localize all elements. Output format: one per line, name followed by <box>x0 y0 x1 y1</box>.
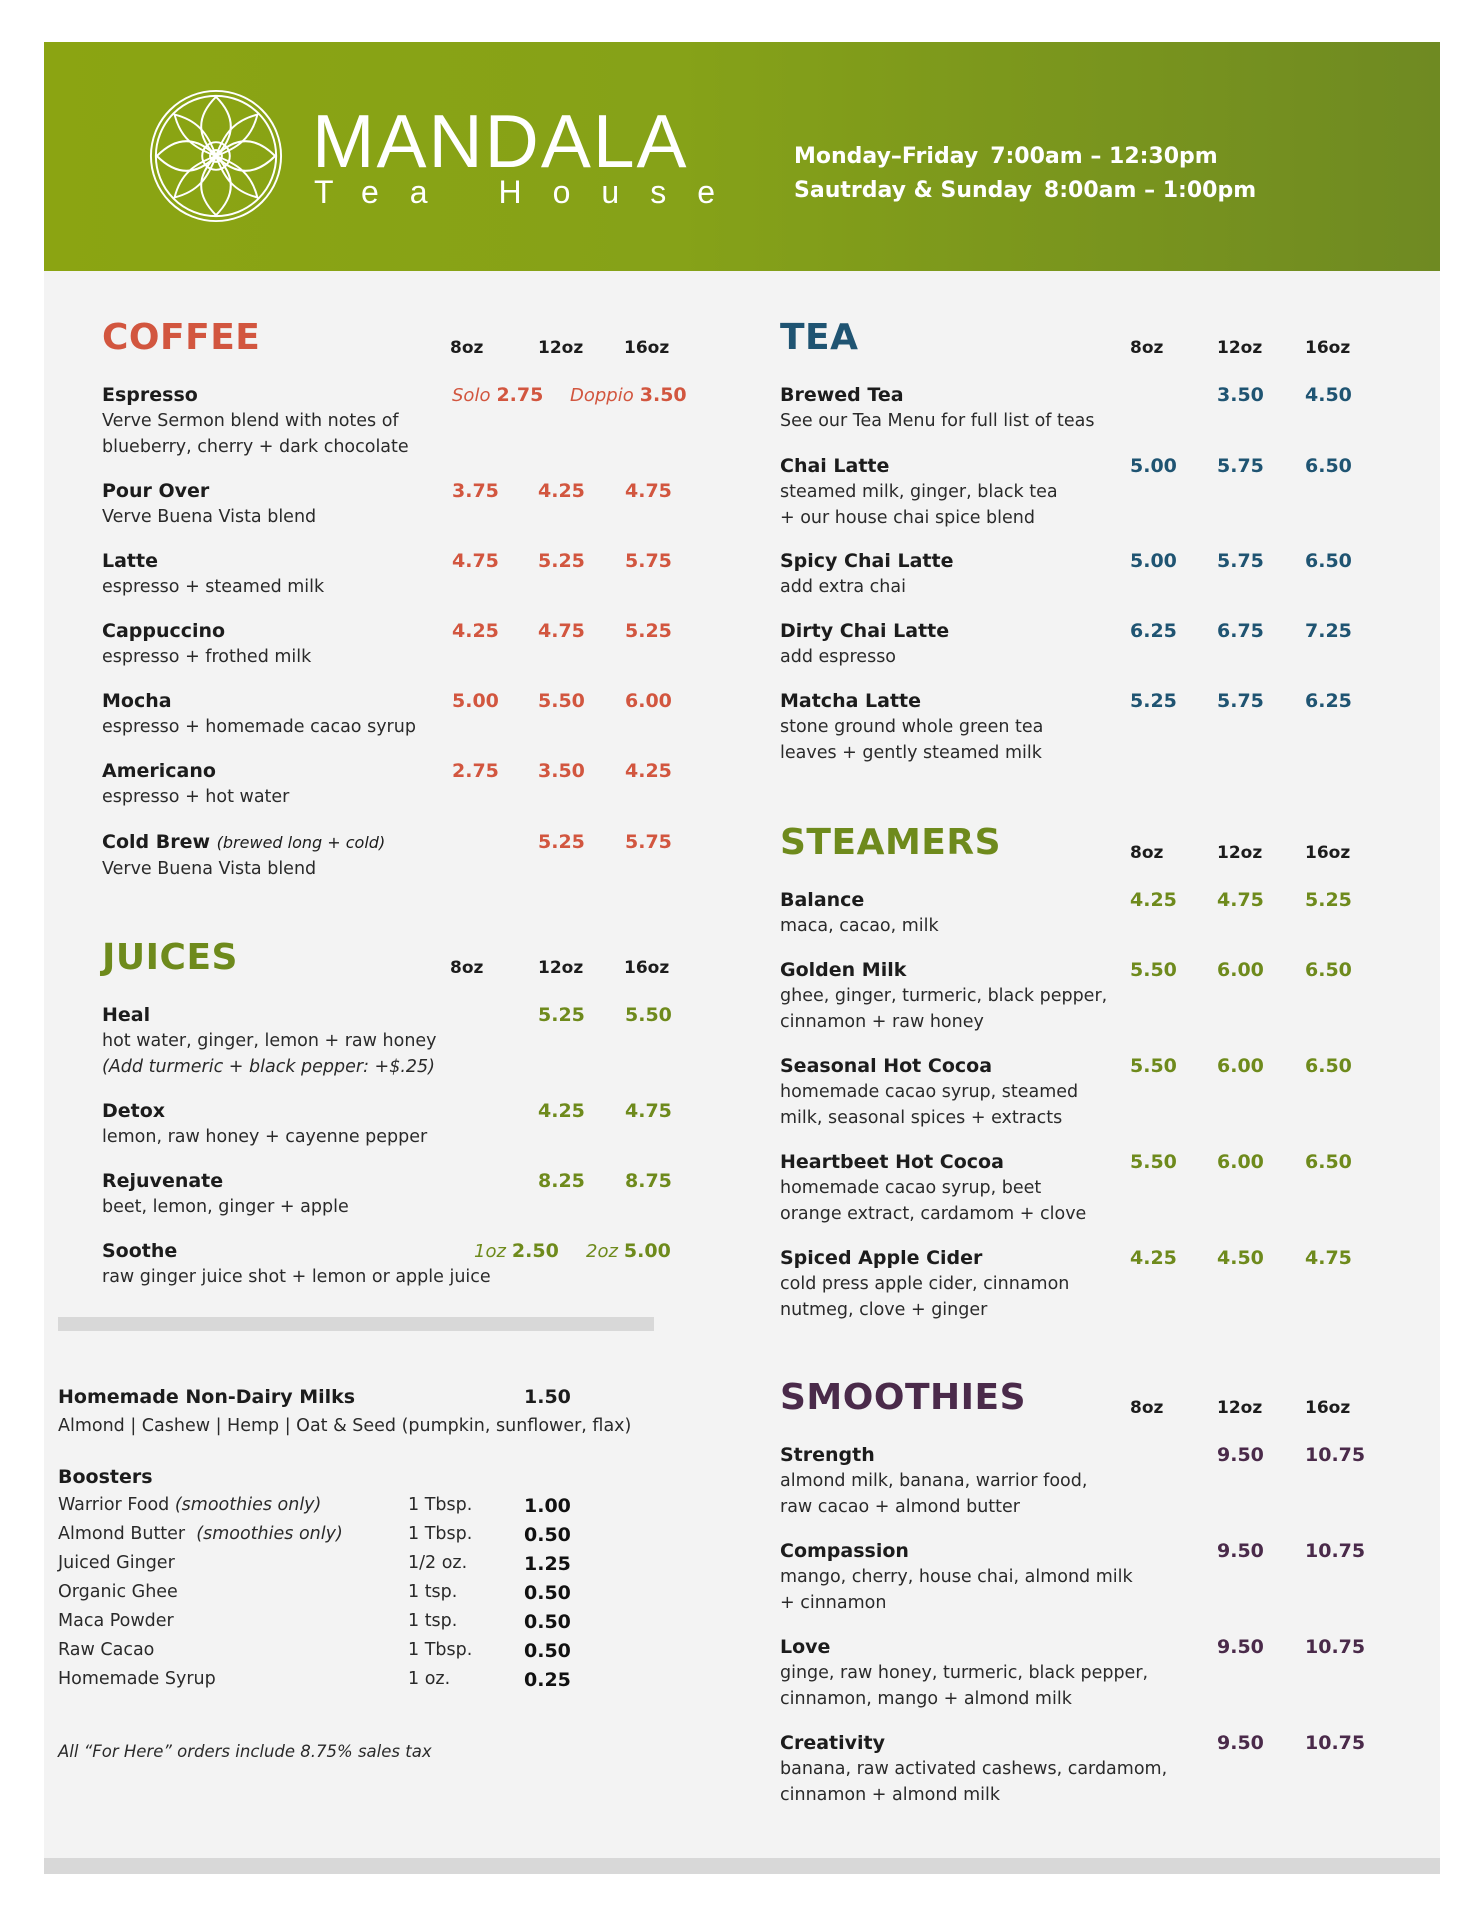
item-name: Heal <box>102 1004 151 1026</box>
menu-item <box>780 957 1380 1035</box>
booster-row <box>58 1553 678 1582</box>
menu-item <box>780 382 1380 434</box>
item-desc: raw cacao + almond butter <box>780 1497 1020 1517</box>
size-header-12oz: 12oz <box>1217 1398 1263 1418</box>
boosters-title: Boosters <box>58 1466 153 1488</box>
price-value: 2.75 <box>496 384 544 406</box>
item-name: Cappuccino <box>102 620 226 642</box>
size-header-8oz: 8oz <box>1130 338 1164 358</box>
price-label: Solo <box>452 385 491 406</box>
booster-price: 0.50 <box>524 1611 571 1633</box>
item-price-8oz: 4.25 <box>452 620 499 642</box>
item-desc: Verve Sermon blend with notes of <box>102 411 399 431</box>
item-desc: stone ground whole green tea <box>780 717 1044 737</box>
mandala-flower-icon <box>147 87 285 225</box>
item-name: Brewed Tea <box>780 384 904 406</box>
size-header-12oz: 12oz <box>538 958 584 978</box>
menu-item <box>780 688 1380 766</box>
menu-item <box>780 1538 1380 1616</box>
price-value: 3.50 <box>639 384 687 406</box>
booster-row <box>58 1611 678 1640</box>
item-desc: hot water, ginger, lemon + raw honey <box>102 1031 437 1051</box>
item-price-1oz <box>474 1238 559 1265</box>
item-price-12oz: 4.50 <box>1217 1247 1264 1269</box>
item-price-8oz: 5.25 <box>1130 690 1177 712</box>
item-price-16oz: 4.75 <box>625 480 672 502</box>
booster-price: 0.50 <box>524 1524 571 1546</box>
item-desc: + cinnamon <box>780 1593 887 1613</box>
size-header-12oz: 12oz <box>1217 338 1263 358</box>
item-desc: add espresso <box>780 647 897 667</box>
item-price-12oz: 6.00 <box>1217 1151 1264 1173</box>
hours-time: 8:00am – 1:00pm <box>1043 178 1257 203</box>
item-desc: maca, cacao, milk <box>780 916 939 936</box>
size-header-8oz: 8oz <box>1130 1398 1164 1418</box>
booster-price: 1.25 <box>524 1553 571 1575</box>
item-price-12oz: 6.75 <box>1217 620 1264 642</box>
item-price-8oz: 5.00 <box>1130 550 1177 572</box>
item-desc: orange extract, cardamom + clove <box>780 1204 1087 1224</box>
hours-days: Sautrday & Sunday <box>794 178 1032 203</box>
item-desc: ghee, ginger, turmeric, black pepper, <box>780 986 1108 1006</box>
booster-qty: 1 Tbsp. <box>408 1524 473 1544</box>
menu-item <box>780 1442 1380 1520</box>
item-name: Matcha Latte <box>780 690 922 712</box>
booster-name-text: Warrior Food <box>58 1495 170 1515</box>
menu-item <box>102 478 702 530</box>
item-price-12oz: 9.50 <box>1217 1732 1264 1754</box>
item-price-12oz: 5.25 <box>538 1004 585 1026</box>
item-price-12oz: 8.25 <box>538 1170 585 1192</box>
hours-time: 7:00am – 12:30pm <box>990 144 1218 169</box>
item-desc: mango, cherry, house chai, almond milk <box>780 1567 1133 1587</box>
item-desc: espresso + hot water <box>102 787 290 807</box>
footer-bar <box>44 1858 1440 1874</box>
item-name: Creativity <box>780 1732 885 1754</box>
booster-name: Homemade Syrup <box>58 1669 216 1689</box>
item-name: Americano <box>102 760 216 782</box>
booster-qty: 1/2 oz. <box>408 1553 468 1573</box>
item-price-2oz <box>586 1238 671 1265</box>
section-title: COFFEE <box>102 317 261 358</box>
menu-item <box>102 688 702 740</box>
booster-name <box>58 1495 321 1515</box>
menu-item <box>780 887 1380 939</box>
price-value: 5.00 <box>623 1240 671 1262</box>
item-price-12oz: 5.75 <box>1217 690 1264 712</box>
item-desc: cinnamon + almond milk <box>780 1785 1001 1805</box>
item-desc: beet, lemon, ginger + apple <box>102 1197 349 1217</box>
booster-qty: 1 oz. <box>408 1669 451 1689</box>
brand-name: MANDALA <box>312 99 689 183</box>
item-price-16oz: 4.75 <box>625 1100 672 1122</box>
size-header-16oz: 16oz <box>1305 1398 1351 1418</box>
menu-item <box>780 1634 1380 1712</box>
item-price-12oz: 3.50 <box>538 760 585 782</box>
booster-name: Organic Ghee <box>58 1582 178 1602</box>
booster-name <box>58 1524 343 1544</box>
item-addon-note: (Add turmeric + black pepper: +$.25) <box>102 1057 435 1077</box>
item-price-12oz: 6.00 <box>1217 959 1264 981</box>
size-header-16oz: 16oz <box>624 338 670 358</box>
menu-item <box>780 1053 1380 1131</box>
size-header-12oz: 12oz <box>538 338 584 358</box>
item-note: (brewed long + cold) <box>216 833 386 852</box>
item-desc: lemon, raw honey + cayenne pepper <box>102 1127 428 1147</box>
booster-qty: 1 tsp. <box>408 1582 458 1602</box>
booster-row <box>58 1640 678 1669</box>
item-name: Latte <box>102 550 158 572</box>
milks-list: Almond | Cashew | Hemp | Oat & Seed (pumpkin, sunflower, flax) <box>58 1416 632 1436</box>
section-title: STEAMERS <box>780 822 1002 863</box>
item-price-16oz: 6.25 <box>1305 690 1352 712</box>
item-price-8oz: 5.50 <box>1130 1055 1177 1077</box>
item-price-12oz: 3.50 <box>1217 384 1264 406</box>
item-desc: homemade cacao syrup, steamed <box>780 1082 1079 1102</box>
item-name-text: Cold Brew <box>102 831 211 853</box>
item-desc: Verve Buena Vista blend <box>102 507 317 527</box>
item-name: Spicy Chai Latte <box>780 550 954 572</box>
item-price-8oz: 4.25 <box>1130 889 1177 911</box>
booster-name: Raw Cacao <box>58 1640 155 1660</box>
item-name: Spiced Apple Cider <box>780 1247 983 1269</box>
item-desc: cold press apple cider, cinnamon <box>780 1274 1070 1294</box>
item-desc: espresso + homemade cacao syrup <box>102 717 416 737</box>
item-price-12oz: 4.75 <box>1217 889 1264 911</box>
item-name: Chai Latte <box>780 455 890 477</box>
item-price-16oz: 10.75 <box>1305 1636 1366 1658</box>
brand-subtitle: Tea House <box>314 174 746 210</box>
item-desc: leaves + gently steamed milk <box>780 743 1042 763</box>
booster-price: 1.00 <box>524 1495 571 1517</box>
item-price-8oz: 4.75 <box>452 550 499 572</box>
booster-name: Juiced Ginger <box>58 1553 175 1573</box>
item-price-12oz: 6.00 <box>1217 1055 1264 1077</box>
menu-item <box>780 548 1380 600</box>
item-price-16oz: 5.25 <box>1305 889 1352 911</box>
price-label: 1oz <box>474 1241 506 1262</box>
booster-note: (smoothies only) <box>196 1524 343 1544</box>
size-header-16oz: 16oz <box>1305 338 1351 358</box>
item-name: Golden Milk <box>780 959 907 981</box>
size-header-8oz: 8oz <box>450 958 484 978</box>
item-price-16oz: 4.25 <box>625 760 672 782</box>
item-price-12oz: 5.75 <box>1217 550 1264 572</box>
booster-price: 0.25 <box>524 1669 571 1691</box>
item-price-12oz: 4.25 <box>538 1100 585 1122</box>
menu-item <box>102 829 702 882</box>
item-name: Love <box>780 1636 831 1658</box>
item-desc: homemade cacao syrup, beet <box>780 1178 1042 1198</box>
item-desc: banana, raw activated cashews, cardamom, <box>780 1759 1168 1779</box>
item-price-16oz: 5.75 <box>625 550 672 572</box>
menu-item <box>102 1238 702 1290</box>
smoothies-section <box>780 1377 1400 1820</box>
item-price-16oz: 10.75 <box>1305 1444 1366 1466</box>
item-price-8oz: 5.00 <box>452 690 499 712</box>
item-price-8oz: 5.50 <box>1130 1151 1177 1173</box>
item-name: Pour Over <box>102 480 210 502</box>
size-header-8oz: 8oz <box>450 338 484 358</box>
item-price-12oz: 5.75 <box>1217 455 1264 477</box>
menu-item <box>780 618 1380 670</box>
menu-item <box>102 618 702 670</box>
item-name: Soothe <box>102 1240 178 1262</box>
price-label: 2oz <box>586 1241 618 1262</box>
item-price-16oz: 10.75 <box>1305 1732 1366 1754</box>
section-title: JUICES <box>102 937 238 978</box>
item-name: Rejuvenate <box>102 1170 224 1192</box>
size-header-16oz: 16oz <box>624 958 670 978</box>
tea-section <box>780 317 1400 780</box>
item-price-16oz: 6.50 <box>1305 1151 1352 1173</box>
menu-item <box>102 382 702 460</box>
item-desc: cinnamon, mango + almond milk <box>780 1689 1072 1709</box>
section-title: TEA <box>780 317 859 358</box>
item-price-8oz: 2.75 <box>452 760 499 782</box>
booster-row <box>58 1669 678 1698</box>
item-price-16oz: 5.50 <box>625 1004 672 1026</box>
item-price-12oz: 5.50 <box>538 690 585 712</box>
item-name: Compassion <box>780 1540 909 1562</box>
steamers-section <box>780 822 1400 1345</box>
item-price-12oz: 9.50 <box>1217 1540 1264 1562</box>
booster-note: (smoothies only) <box>174 1495 322 1515</box>
opening-hours <box>794 140 1256 208</box>
size-header-16oz: 16oz <box>1305 843 1351 863</box>
menu-item <box>102 1168 702 1220</box>
menu-item <box>780 1149 1380 1227</box>
item-name: Dirty Chai Latte <box>780 620 950 642</box>
item-desc: add extra chai <box>780 577 906 597</box>
item-desc: cinnamon + raw honey <box>780 1012 984 1032</box>
item-name: Mocha <box>102 690 172 712</box>
hours-row <box>794 140 1256 174</box>
booster-row <box>58 1524 678 1553</box>
item-price-12oz: 4.25 <box>538 480 585 502</box>
item-desc: almond milk, banana, warrior food, <box>780 1471 1088 1491</box>
item-price-16oz: 5.25 <box>625 620 672 642</box>
item-desc: milk, seasonal spices + extracts <box>780 1108 1063 1128</box>
menu-item <box>102 1098 702 1150</box>
item-price-12oz: 9.50 <box>1217 1636 1264 1658</box>
price-value: 2.50 <box>511 1240 559 1262</box>
item-price-16oz: 7.25 <box>1305 620 1352 642</box>
item-price-16oz: 10.75 <box>1305 1540 1366 1562</box>
item-price-8oz: 3.75 <box>452 480 499 502</box>
item-name: Espresso <box>102 384 198 406</box>
item-price-16oz: 6.50 <box>1305 455 1352 477</box>
booster-row <box>58 1495 678 1524</box>
item-price-16oz: 8.75 <box>625 1170 672 1192</box>
item-desc: espresso + steamed milk <box>102 577 325 597</box>
size-header-12oz: 12oz <box>1217 843 1263 863</box>
item-name: Heartbeet Hot Cocoa <box>780 1151 1004 1173</box>
menu-item <box>102 758 702 810</box>
item-price-8oz: 5.50 <box>1130 959 1177 981</box>
header-banner <box>44 42 1440 271</box>
item-desc: steamed milk, ginger, black tea <box>780 482 1058 502</box>
item-desc: Verve Buena Vista blend <box>102 859 317 879</box>
item-name: Strength <box>780 1444 875 1466</box>
item-price-16oz: 6.50 <box>1305 1055 1352 1077</box>
item-desc: nutmeg, clove + ginger <box>780 1300 988 1320</box>
item-price-16oz: 6.50 <box>1305 959 1352 981</box>
hours-row <box>794 174 1256 208</box>
item-desc: See our Tea Menu for full list of teas <box>780 411 1095 431</box>
coffee-section <box>102 317 702 880</box>
item-price-8oz: 6.25 <box>1130 620 1177 642</box>
milks-price: 1.50 <box>524 1386 571 1408</box>
booster-price: 0.50 <box>524 1582 571 1604</box>
section-title: SMOOTHIES <box>780 1377 1027 1418</box>
price-label: Doppio <box>570 385 634 406</box>
item-desc: espresso + frothed milk <box>102 647 312 667</box>
menu-item <box>102 1002 702 1080</box>
milks-title: Homemade Non-Dairy Milks <box>58 1386 356 1408</box>
booster-name: Maca Powder <box>58 1611 174 1631</box>
menu-item <box>780 1730 1380 1808</box>
booster-row <box>58 1582 678 1611</box>
hours-days: Monday–Friday <box>794 144 979 169</box>
item-desc: raw ginger juice shot + lemon or apple juice <box>102 1267 491 1287</box>
booster-price: 0.50 <box>524 1640 571 1662</box>
menu-item <box>102 548 702 600</box>
item-price-16oz: 6.50 <box>1305 550 1352 572</box>
item-name: Seasonal Hot Cocoa <box>780 1055 993 1077</box>
item-price-16oz: 4.75 <box>1305 1247 1352 1269</box>
booster-qty: 1 tsp. <box>408 1611 458 1631</box>
item-desc: blueberry, cherry + dark chocolate <box>102 437 409 457</box>
section-divider <box>58 1317 654 1331</box>
item-price-16oz: 4.50 <box>1305 384 1352 406</box>
item-name: Detox <box>102 1100 166 1122</box>
item-price-12oz: 5.25 <box>538 550 585 572</box>
item-price-16oz: 6.00 <box>625 690 672 712</box>
item-price-doppio <box>570 382 687 409</box>
item-desc: + our house chai spice blend <box>780 508 1035 528</box>
item-price-solo <box>452 382 543 409</box>
booster-qty: 1 Tbsp. <box>408 1495 473 1515</box>
booster-name-text: Almond Butter <box>58 1524 186 1544</box>
item-name: Balance <box>780 889 865 911</box>
item-desc: ginge, raw honey, turmeric, black pepper, <box>780 1663 1149 1683</box>
item-price-12oz: 5.25 <box>538 831 585 853</box>
item-name <box>102 829 702 856</box>
menu-item <box>780 453 1380 531</box>
juices-section <box>102 937 702 1300</box>
item-price-8oz: 4.25 <box>1130 1247 1177 1269</box>
booster-qty: 1 Tbsp. <box>408 1640 473 1660</box>
tax-note: All “For Here” orders include 8.75% sales tax <box>58 1742 432 1761</box>
menu-item <box>780 1245 1380 1323</box>
item-price-16oz: 5.75 <box>625 831 672 853</box>
item-price-12oz: 4.75 <box>538 620 585 642</box>
item-price-8oz: 5.00 <box>1130 455 1177 477</box>
item-price-12oz: 9.50 <box>1217 1444 1264 1466</box>
size-header-8oz: 8oz <box>1130 843 1164 863</box>
